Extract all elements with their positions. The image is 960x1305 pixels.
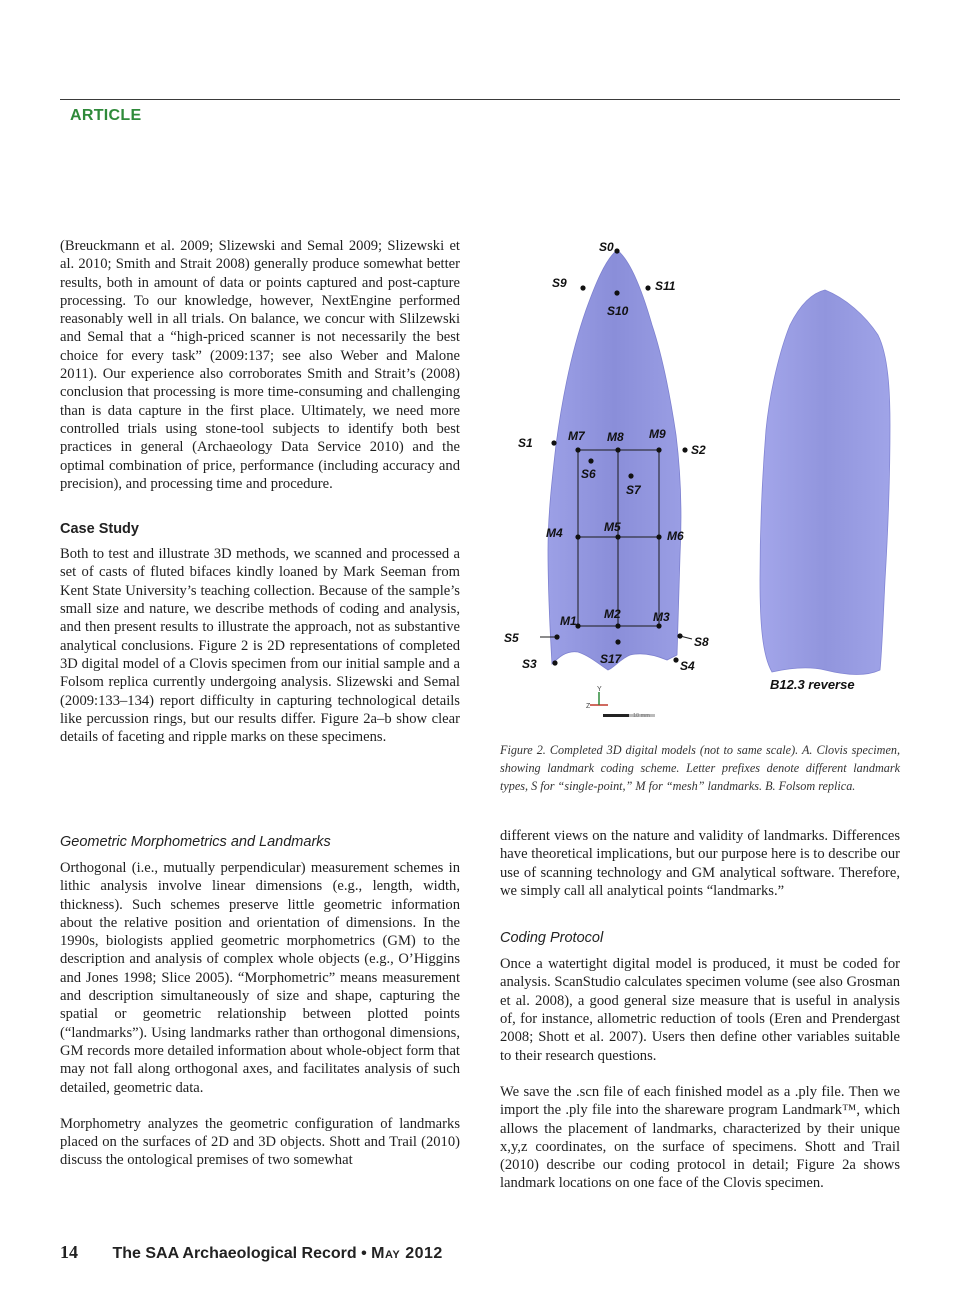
label-s9: S9 <box>552 276 567 290</box>
label-s4: S4 <box>680 659 695 673</box>
figure-caption: Figure 2. Completed 3D digital models (not to same scale). A. Clovis specimen, showing landmark coding scheme. Letter prefixes denote different landmark types, S for “single-point,” M for “mesh” landmarks. B. Folsom replica. <box>500 743 900 793</box>
label-s11: S11 <box>655 279 676 293</box>
landmark-point <box>588 458 593 463</box>
axis-y-label: Y <box>597 686 602 693</box>
landmark-point <box>575 534 580 539</box>
label-s5: S5 <box>504 631 519 645</box>
paragraph-scanner-comparison: (Breuckmann et al. 2009; Slizewski and Semal 2009; Slizewski et al. 2010; Smith and Strait 2008) generally produce somewhat better results, both in amount of data or points captured and post-capture processing. To our knowledge, however, NextEngine performed reasonably well in all trials. On balance, we concur with Slilzewski and Semal that a “high-priced scanner is not necessarily the best choice for every task” (2009:137; see also Weber and Malone 2011). Our experience also corroborates Smith and Strait’s (2008) conclusion that processing is more time-consuming and challenging than is data capture in the first place. Ultimately, we need more controlled trials using stone-tool subjects to identify both best practices in general (Archaeology Data Service 2010) and the optimal combination of price, performance (including accuracy and precision), and processing time and procedure. <box>60 238 460 492</box>
header-rule <box>60 99 900 100</box>
landmark-point <box>677 633 682 638</box>
landmark-point <box>656 623 661 628</box>
journal-title: The SAA Archaeological Record <box>112 1245 357 1262</box>
landmark-point <box>575 447 580 452</box>
label-s2: S2 <box>691 443 706 457</box>
landmark-point <box>554 634 559 639</box>
label-s0: S0 <box>599 240 614 254</box>
landmark-point <box>552 660 557 665</box>
folsom-model <box>760 290 890 675</box>
left-column-bottom <box>60 834 460 1170</box>
landmark-point <box>580 285 585 290</box>
paragraph-case-study: Both to test and illustrate 3D methods, we scanned and processed a set of casts of fluted bifaces kindly loaned by Mark Seeman from Kent State University’s teaching collection. Because of the sample’s small size and nature, we describe methods of coding and analysis, and then present results to illustrate the approach, not as substantive analytical conclusions. Figure 2 is 2D representations of completed 3D digital model of a Clovis specimen from our initial sample and a Folsom replica currently undergoing analysis. Slizewski and Semal (2009:133–134) report difficulty in capturing technological details like percussion rings, but our results differ. Figure 2a–b show clear details of faceting and ripple marks on these specimens. <box>60 546 460 746</box>
landmark-point <box>615 639 620 644</box>
heading-case-study: Case Study <box>60 521 139 538</box>
heading-geometric-morphometrics: Geometric Morphometrics and Landmarks <box>60 834 331 850</box>
label-m2: M2 <box>604 607 621 621</box>
landmark-point <box>673 657 678 662</box>
scale-bar <box>603 713 655 719</box>
left-column-top <box>60 237 460 746</box>
label-s10: S10 <box>607 304 629 318</box>
label-m9: M9 <box>649 427 666 441</box>
page-number: 14 <box>60 1242 78 1262</box>
label-s1: S1 <box>518 436 533 450</box>
paragraph-ply-import: We save the .scn file of each finished model as a .ply file. Then we import the .ply file into the shareware program Landmark™, which allows the placement of landmarks, characterized by their unique x,y,z coordinates, on the surface of specimens. Shott and Trail (2010) describe our coding protocol in detail; Figure 2a shows landmark locations on one face of the Clovis specimen. <box>500 1083 900 1192</box>
label-s8: S8 <box>694 635 709 649</box>
landmark-point <box>656 534 661 539</box>
landmark-point <box>656 447 661 452</box>
label-m1: M1 <box>560 614 577 628</box>
label-b12-reverse: B12.3 reverse <box>770 677 855 692</box>
landmark-point <box>615 447 620 452</box>
label-m7: M7 <box>568 429 585 443</box>
label-m3: M3 <box>653 610 670 624</box>
label-m4: M4 <box>546 526 563 540</box>
scale-bar-label: 10 mm <box>633 713 650 719</box>
footer-bullet: • <box>361 1245 367 1262</box>
paragraph-morphometry: Morphometry analyzes the geometric configuration of landmarks placed on the surfaces of 2D and 3D objects. Shott and Trail (2010) discuss the ontological premises of two somewhat <box>60 1115 460 1169</box>
landmark-point <box>614 290 619 295</box>
label-m8: M8 <box>607 430 624 444</box>
landmark-point <box>615 534 620 539</box>
paragraph-orthogonal: Orthogonal (i.e., mutually perpendicular) measurement schemes in lithic analysis involve linear dimensions (e.g., length, width, thickness). Such schemes preserve little geometric information about the relative position and orientation of dimensions. In the 1990s, biologists applied geometric morphometrics (GM) to the description and analysis of complex whole objects (e.g., O’Higgins and Jones 1998; Slice 2005). “Morphometric” means measurement and description simultaneously of size and shape, capturing the spatial or geometric relationship between plotted points (“landmarks”). Using landmarks rather than orthogonal dimensions, GM records more detailed information about whole-object form that may not fall along orthogonal axes, and facilitates analysis of such detailed, geometric data. <box>60 860 460 1096</box>
landmark-point <box>614 248 619 253</box>
paragraph-landmark-views: different views on the nature and validity of landmarks. Differences have theoretical implications, but our purpose here is to describe our use of scanning technology and GM analytical software. Therefore, we simply call all analytical points “landmarks.” <box>500 828 900 899</box>
landmark-point <box>628 473 633 478</box>
paragraph-coding-protocol: Once a watertight digital model is produced, it must be coded for analysis. ScanStudio calculates specimen volume (see also Grosman et al. 2008), a good general size measure that is useful in analysis of, for instance, allometric reduction of tools (Eren and Prendergast 2008; Shott et al. 2007). Users then define other variables suitable to their research questions. <box>500 956 900 1064</box>
label-s3: S3 <box>522 657 537 671</box>
label-m5: M5 <box>604 520 621 534</box>
landmark-point <box>682 447 687 452</box>
label-s6: S6 <box>581 467 596 481</box>
figure-2 <box>490 230 910 730</box>
landmark-point <box>551 440 556 445</box>
label-s7: S7 <box>626 483 641 497</box>
label-m6: M6 <box>667 529 684 543</box>
axis-z-label: Z <box>586 703 591 710</box>
label-s17: S17 <box>600 652 622 666</box>
issue-date: May 2012 <box>371 1245 443 1262</box>
axis-gizmo <box>586 686 608 710</box>
right-column-bottom <box>500 827 900 1193</box>
page-footer <box>60 1242 443 1263</box>
heading-coding-protocol: Coding Protocol <box>500 930 604 947</box>
landmark-point <box>645 285 650 290</box>
section-label: ARTICLE <box>70 107 142 124</box>
landmark-point <box>615 623 620 628</box>
